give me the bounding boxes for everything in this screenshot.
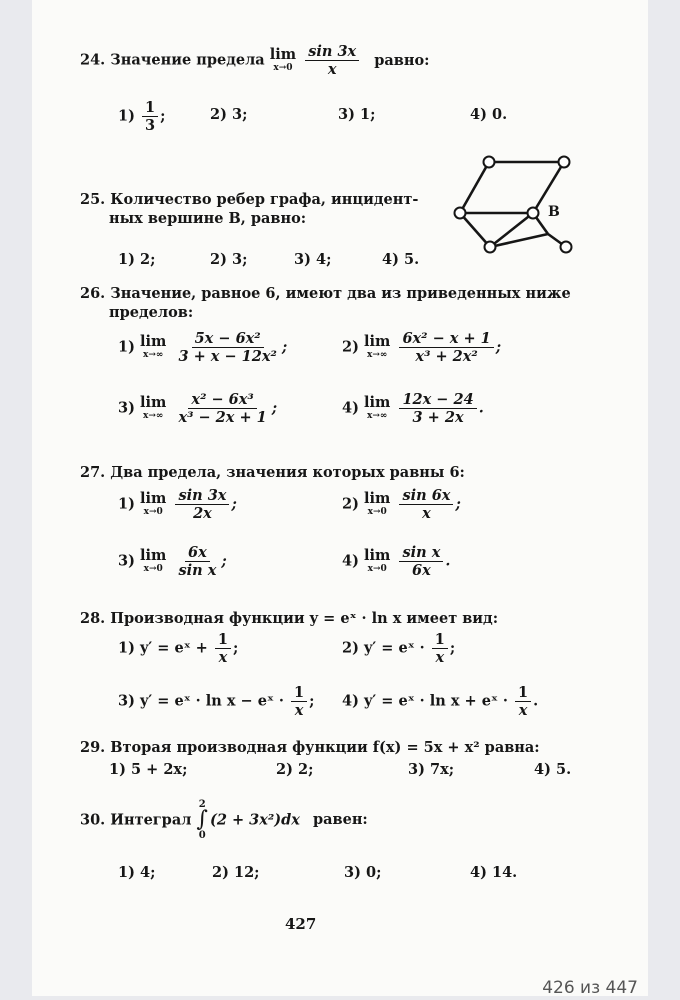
problem-30-option-1: 1) 4; xyxy=(118,864,156,881)
problem-29-option-3: 3) 7x; xyxy=(408,761,455,778)
problem-28-option-3: 3) y′ = eˣ · ln x − eˣ · $\frac{1}{x}$ ; xyxy=(118,684,315,720)
problem-29-option-4: 4) 5. xyxy=(534,761,572,778)
page-number: 427 xyxy=(285,915,317,933)
problem-30-stem: 30. Интеграл 2 ∫ 0 (2 + 3x²)dx равен: xyxy=(80,799,368,841)
problem-26-option-1: 1) lim x→∞ $\frac{\text{5x − 6x²}}{\text{3 + x − 12x²}}$ ; xyxy=(118,330,288,366)
vertex-label-b: B xyxy=(548,204,560,220)
problem-26-option-2: 2) lim x→∞ $\frac{\text{6x² − x + 1}}{\text{x³ + 2x²}}$ ; xyxy=(342,330,502,366)
problem-26-option-3: 3) lim x→∞ $\frac{\text{x² − 6x³}}{\text{x³ − 2x + 1}}$ ; xyxy=(118,391,278,427)
problem-25-option-2: 2) 3; xyxy=(210,251,248,268)
problem-27-option-2: 2) lim x→0 $\frac{\sin 6x}{x}$ ; xyxy=(342,487,461,523)
problem-26-line-1: 26. Значение, равное 6, имеют два из приведенных ниже xyxy=(80,285,571,302)
problem-27-option-4: 4) lim x→0 $\frac{\text{sin x}}{6x}$ . xyxy=(342,544,451,580)
problem-27-option-1: 1) lim x→0 $\frac{\sin 3x}{2x}$ ; xyxy=(118,487,237,523)
problem-25-line-2: ных вершине B, равно: xyxy=(109,210,307,227)
graph-diagram xyxy=(452,152,582,262)
problem-24-option-1: 1) $\frac{1}{3}$ ; xyxy=(118,99,166,135)
problem-24-option-4: 4) 0. xyxy=(470,106,508,123)
problem-28-option-2: 2) y′ = eˣ · $\frac{1}{x}$ ; xyxy=(342,631,456,667)
problem-25-line-1: 25. Количество ребер графа, инцидент- xyxy=(80,191,419,208)
problem-28-line-1: 28. Производная функции y = eˣ · ln x имеет вид: xyxy=(80,610,499,627)
problem-25-option-4: 4) 5. xyxy=(382,251,420,268)
problem-29-option-1: 1) 5 + 2x; xyxy=(109,761,188,778)
fraction: $\frac{\sin 3x}{x}$ xyxy=(305,44,359,77)
problem-25-option-3: 3) 4; xyxy=(294,251,332,268)
problem-24-stem: 24. Значение предела lim x→0 $\frac{\sin 3x}{x}$ равно: xyxy=(80,43,430,79)
problem-30-option-4: 4) 14. xyxy=(470,864,518,881)
problem-26-line-2: пределов: xyxy=(109,304,194,321)
problem-30-option-3: 3) 0; xyxy=(344,864,382,881)
problem-28-option-1: 1) y′ = eˣ + $\frac{1}{x}$ ; xyxy=(118,631,239,667)
problem-26-option-4: 4) lim x→∞ $\frac{12x - 24}{3 + 2x}$ . xyxy=(342,391,484,427)
problem-30-option-2: 2) 12; xyxy=(212,864,260,881)
problem-27-option-3: 3) lim x→0 $\frac{6x}{\text{sin x}}$ ; xyxy=(118,544,227,580)
problem-28-option-4: 4) y′ = eˣ · ln x + eˣ · $\frac{1}{x}$ . xyxy=(342,684,539,720)
page-counter: 426 из 447 xyxy=(542,978,638,998)
problem-24-option-3: 3) 1; xyxy=(338,106,376,123)
integral-sign: 2 ∫ 0 xyxy=(196,799,208,841)
problem-25-option-1: 1) 2; xyxy=(118,251,156,268)
limit-operator: lim x→0 xyxy=(269,45,297,74)
problem-24-option-2: 2) 3; xyxy=(210,106,248,123)
problem-27-line-1: 27. Два предела, значения которых равны 6: xyxy=(80,464,465,481)
problem-29-option-2: 2) 2; xyxy=(276,761,314,778)
problem-29-line-1: 29. Вторая производная функции f(x) = 5x + x² равна: xyxy=(80,739,540,756)
